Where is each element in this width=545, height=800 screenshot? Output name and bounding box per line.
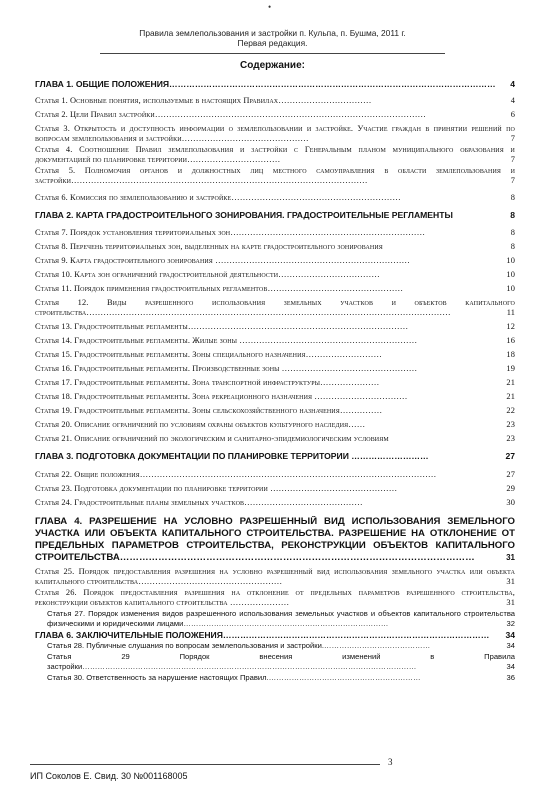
toc-page: 8 xyxy=(510,242,515,251)
toc-page: 10 xyxy=(506,256,515,265)
toc-page: 31 xyxy=(506,598,515,607)
toc-text: Статья 7. Порядок установления территориальных зон…………………………………………………………… xyxy=(35,228,426,237)
toc-page: 23 xyxy=(506,434,515,443)
toc-text: ГЛАВА 1. ОБЩИЕ ПОЛОЖЕНИЯ…………………………………………………………………………………………………… xyxy=(35,79,496,89)
footer-text: ИП Соколов Е. Свид. 30 №001168005 xyxy=(30,771,188,781)
toc-page: 31 xyxy=(506,577,515,586)
toc-article-30[interactable] xyxy=(35,673,515,683)
toc-text: ГЛАВА 2. КАРТА ГРАДОСТРОИТЕЛЬНОГО ЗОНИРОВАНИЯ. ГРАДОСТРОИТЕЛЬНЫЕ РЕГЛАМЕНТЫ xyxy=(35,210,453,220)
toc-text: Статья 12. Виды разрешенного использования земельных участков и объектов капитального строительства………………………………………………………………………………………………………………… xyxy=(35,298,515,317)
toc-page: 8 xyxy=(510,210,515,220)
toc-article-24[interactable] xyxy=(35,498,515,508)
toc-article-7[interactable] xyxy=(35,228,515,238)
toc-article-2[interactable] xyxy=(35,110,515,120)
toc-page: 29 xyxy=(506,484,515,493)
toc-title: Содержание: xyxy=(240,60,305,71)
toc-article-19[interactable] xyxy=(35,406,515,416)
toc-text: Статья 10. Карта зон ограничений градостроительной деятельности……………………………… xyxy=(35,270,380,279)
toc-page: 31 xyxy=(506,553,515,562)
toc-text: Статья 23. Подготовка документации по планировке территории ……………………………………… xyxy=(35,484,398,493)
toc-text: Статья 19. Градостроительные регламенты. Зоны сельскохозяйственного назначения…………… xyxy=(35,406,383,415)
toc-page: 4 xyxy=(510,79,515,89)
header-rule xyxy=(100,53,445,54)
toc-page: 8 xyxy=(510,193,515,202)
toc-article-29[interactable] xyxy=(35,652,515,672)
toc-article-1[interactable] xyxy=(35,96,515,106)
running-header: Правила землепользования и застройки п. Кульпа, п. Бушма, 2011 г. xyxy=(139,28,406,38)
toc-text: Статья 28. Публичные слушания по вопросам землепользования и застройки.…………………………………… xyxy=(47,641,431,650)
toc-text: Статья 11. Порядок применения градостроительных регламентов………………………………………… xyxy=(35,284,404,293)
toc-chapter-4[interactable] xyxy=(35,516,515,564)
toc-article-20[interactable] xyxy=(35,420,515,430)
toc-article-28[interactable] xyxy=(35,641,515,651)
toc-article-23[interactable] xyxy=(35,484,515,494)
toc-article-8[interactable] xyxy=(35,242,515,252)
toc-text: Статья 18. Градостроительные регламенты. Зона рекреационного назначения …………………………… xyxy=(35,392,408,401)
toc-article-14[interactable] xyxy=(35,336,515,346)
toc-text: Статья 8. Перечень территориальных зон, выделенных на карте градостроительного зонирования xyxy=(35,242,383,251)
toc-article-22[interactable] xyxy=(35,470,515,480)
toc-article-27[interactable] xyxy=(35,609,515,629)
toc-text: Статья 1. Основные понятия, используемые в настоящих Правилах…………………………… xyxy=(35,96,372,105)
toc-text: Статья 17. Градостроительные регламенты. Зона транспортной инфраструктуры………………… xyxy=(35,378,380,387)
toc-text: Статья 25. Порядок предоставления разрешения на условно разрешенный вид использования земельного участка или объекта капитального строительства…………………………………………… xyxy=(35,567,515,586)
toc-text: Статья 15. Градостроительные регламенты. Зоны специального назначения……………………… xyxy=(35,350,382,359)
toc-text: Статья 29 Порядок внесения изменений в Правила застройки…………………………………………………………………………………………………………………… xyxy=(47,652,515,671)
edition-label: Первая редакция. xyxy=(237,38,308,48)
toc-page: 36 xyxy=(506,673,515,682)
toc-page: 21 xyxy=(506,378,515,387)
toc-article-12[interactable] xyxy=(35,298,515,318)
toc-article-9[interactable] xyxy=(35,256,515,266)
toc-text: Статья 24. Градостроительные планы земельных участков…………………………………… xyxy=(35,498,363,507)
toc-text: Статья 27. Порядок изменения видов разрешенного использования земельных участков и объектов капитального строительства физическими и юридическими лицами……………………………………………………………………… xyxy=(47,609,515,628)
toc-page: 34 xyxy=(506,662,515,671)
toc-text: ГЛАВА 6. ЗАКЛЮЧИТЕЛЬНЫЕ ПОЛОЖЕНИЯ………………………………………………………………………………… xyxy=(35,630,490,640)
toc-page: 32 xyxy=(506,619,515,628)
toc-text: Статья 2. Цели Правил застройки…………………………………………………………………………………… xyxy=(35,110,427,119)
toc-article-18[interactable] xyxy=(35,392,515,402)
toc-page: 4 xyxy=(510,96,515,105)
toc-page: 10 xyxy=(506,270,515,279)
toc-article-16[interactable] xyxy=(35,364,515,374)
toc-text: Статья 26. Порядок предоставления разрешения на отклонение от предельных параметров разрешенного строительства, реконструкции объектов капитального строительства ………………… xyxy=(35,588,515,607)
toc-page: 27 xyxy=(505,451,515,461)
toc-page: 23 xyxy=(506,420,515,429)
toc-text: Статья 22. Общие положения…………………………………………………………………………………………… xyxy=(35,470,437,479)
toc-page: 7 xyxy=(510,134,515,143)
toc-article-6[interactable] xyxy=(35,193,515,203)
toc-page: 34 xyxy=(506,641,515,650)
toc-text: Статья 5. Полномочия органов и должностных лиц местного самоуправления в области землепользования и застройки…………………………………………………………………………………………… xyxy=(35,166,515,185)
toc-article-15[interactable] xyxy=(35,350,515,360)
toc-text: Статья 6. Комиссия по землепользованию и застройке…………………………………………………… xyxy=(35,193,401,202)
toc-text: Статья 20. Описание ограничений по условиям охраны объектов культурного наследия…… xyxy=(35,420,366,429)
toc-text: ГЛАВА 4. РАЗРЕШЕНИЕ НА УСЛОВНО РАЗРЕШЕННЫЙ ВИД ИСПОЛЬЗОВАНИЯ ЗЕМЕЛЬНОГО УЧАСТКА ИЛИ ОБЪЕКТА КАПИТАЛЬНОГО СТРОИТЕЛЬСТВА. РАЗРЕШЕНИЕ НА ОТКЛОНЕНИЕ ОТ ПРЕДЕЛЬНЫХ ПАРАМЕТРОВ СТРОИТЕЛЬСТВА, РЕКОНСТРУКЦИИ ОБЪЕКТОВ КАПИТАЛЬНОГО СТРОИТЕЛЬСТВА………………………………………………………………………………………………… xyxy=(35,516,515,563)
toc-page: 34 xyxy=(505,630,515,640)
toc-page: 8 xyxy=(510,228,515,237)
toc-article-26[interactable] xyxy=(35,588,515,608)
toc-text: Статья 3. Открытость и доступность информации о землепользовании и застройке. Участие граждан в принятии решений по вопросам землепользования и застройки……………………………………… xyxy=(35,124,515,143)
toc-article-10[interactable] xyxy=(35,270,515,280)
toc-text: Статья 13. Градостроительные регламенты…………………………………………………………………… xyxy=(35,322,409,331)
toc-chapter-1[interactable] xyxy=(35,79,515,89)
toc-article-11[interactable] xyxy=(35,284,515,294)
toc-page: 18 xyxy=(506,350,515,359)
toc-page: 7 xyxy=(510,176,515,185)
footer-rule xyxy=(30,764,380,765)
toc-page: 27 xyxy=(506,470,515,479)
toc-page: 11 xyxy=(506,308,515,317)
toc-page: 19 xyxy=(506,364,515,373)
toc-article-13[interactable] xyxy=(35,322,515,332)
toc-page: 12 xyxy=(506,322,515,331)
toc-page: 22 xyxy=(506,406,515,415)
toc-article-3[interactable] xyxy=(35,124,515,144)
toc-page: 16 xyxy=(506,336,515,345)
toc-article-25[interactable] xyxy=(35,567,515,587)
toc-article-17[interactable] xyxy=(35,378,515,388)
toc-page: 21 xyxy=(506,392,515,401)
toc-page: 30 xyxy=(506,498,515,507)
toc-chapter-3[interactable] xyxy=(35,451,515,461)
toc-text: Статья 14. Градостроительные регламенты. Жилые зоны ……………………………………………………… xyxy=(35,336,418,345)
toc-text: Статья 21. Описание ограничений по экологическим и санитарно-эпидемиологическим условиям xyxy=(35,434,389,443)
toc-text: ГЛАВА 3. ПОДГОТОВКА ДОКУМЕНТАЦИИ ПО ПЛАНИРОВКЕ ТЕРРИТОРИИ ……………………… xyxy=(35,451,429,461)
toc-article-5[interactable] xyxy=(35,166,515,186)
toc-text: Статья 4. Соотношение Правил землепользования и застройки с Генеральным планом муниципального образования и документацией по планировке территории…………………………… xyxy=(35,145,515,164)
toc-text: Статья 16. Градостроительные регламенты. Производственные зоны ………………………………………… xyxy=(35,364,418,373)
toc-page: 7 xyxy=(510,155,515,164)
toc-article-4[interactable] xyxy=(35,145,515,165)
page-mark: • xyxy=(268,2,272,12)
page-number: 3 xyxy=(388,757,393,767)
toc-text: Статья 9. Карта градостроительного зонирования …………………………………………………………… xyxy=(35,256,411,265)
toc-page: 6 xyxy=(510,110,515,119)
toc-chapter-2[interactable] xyxy=(35,210,515,220)
toc-article-21[interactable] xyxy=(35,434,515,444)
toc-text: Статья 30. Ответственность за нарушение настоящих Правил.…………………………………………………… xyxy=(47,673,421,682)
toc-page: 10 xyxy=(506,284,515,293)
toc-chapter-6[interactable] xyxy=(35,630,515,640)
